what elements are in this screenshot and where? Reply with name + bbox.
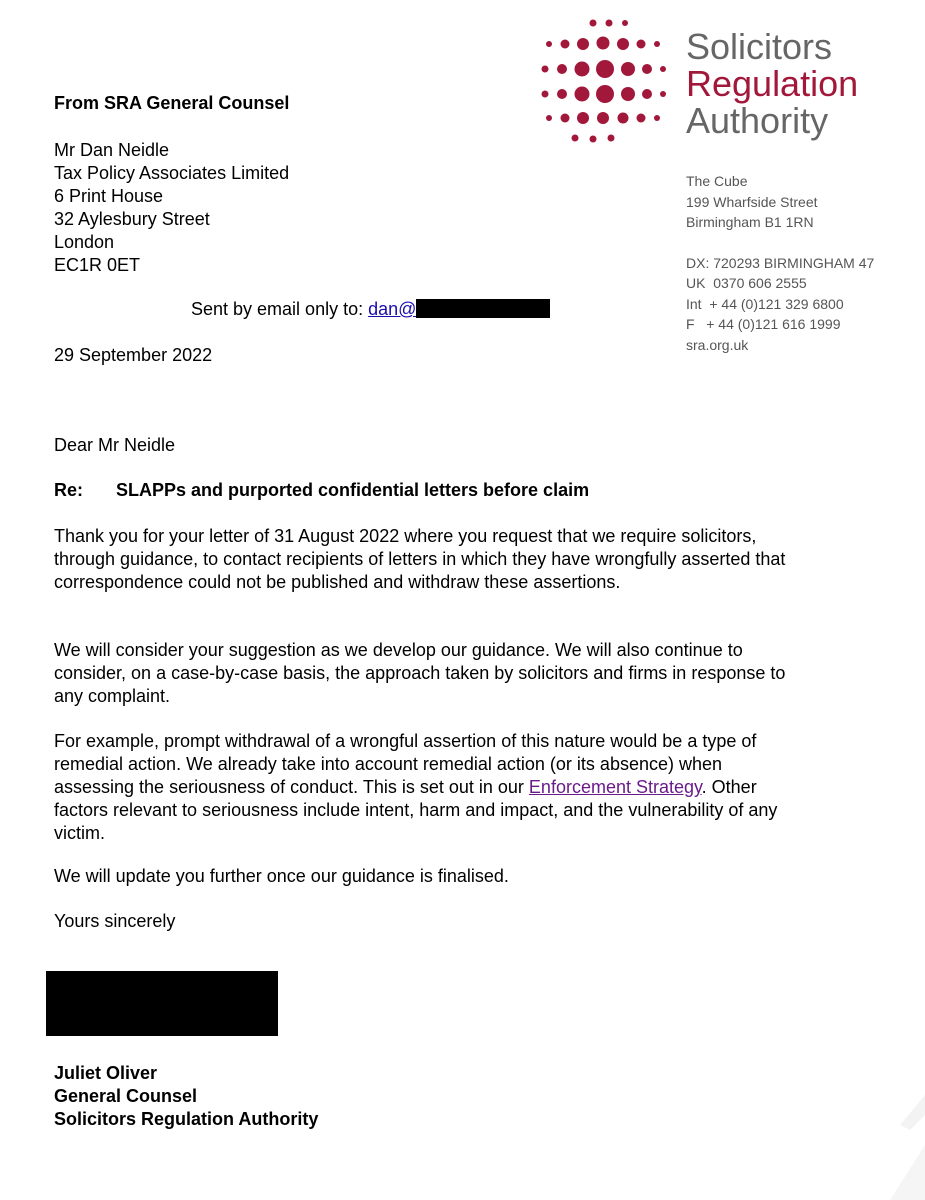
recipient-address-line1: 6 Print House <box>54 186 164 206</box>
recipient-postcode: EC1R 0ET <box>54 255 141 275</box>
recipient-address <box>54 139 289 277</box>
signatory-name: Juliet Oliver <box>54 1063 158 1083</box>
signatory-title: General Counsel <box>54 1086 198 1106</box>
subject-label: Re: <box>54 480 84 500</box>
logo-line-authority: Authority <box>686 100 829 141</box>
recipient-city: London <box>54 232 115 252</box>
body-paragraph-3-text-b: . Other factors relevant to seriousness include intent, harm and impact, and the vulnerability of any victim. <box>54 777 778 843</box>
address-fax: F + 44 (0)121 616 1999 <box>686 316 841 332</box>
address-phone-uk: UK 0370 606 2555 <box>686 275 807 291</box>
subject-text: SLAPPs and purported confidential letters before claim <box>116 480 590 500</box>
logo-line-regulation: Regulation <box>686 63 859 104</box>
address-line-city: Birmingham B1 1RN <box>686 214 814 230</box>
logo-line-solicitors: Solicitors <box>686 26 833 67</box>
closing: Yours sincerely <box>54 911 176 931</box>
body-paragraph-4: We will update you further once our guidance is finalised. <box>54 866 509 886</box>
body-paragraph-3 <box>54 730 794 845</box>
email-link[interactable]: dan@ <box>368 299 417 319</box>
recipient-name: Mr Dan Neidle <box>54 140 170 160</box>
from-heading: From SRA General Counsel <box>54 93 290 113</box>
sent-by-label: Sent by email only to: <box>191 299 369 319</box>
letter-date: 29 September 2022 <box>54 345 213 365</box>
signatory-organisation: Solicitors Regulation Authority <box>54 1109 319 1129</box>
address-line-street: 199 Wharfside Street <box>686 193 818 210</box>
sent-by-email-line <box>191 298 550 321</box>
sra-logo-wordmark <box>686 28 858 139</box>
redaction-email <box>416 299 550 318</box>
recipient-company: Tax Policy Associates Limited <box>54 163 290 183</box>
sra-logo-dots <box>535 14 675 149</box>
recipient-address-line2: 32 Aylesbury Street <box>54 209 210 229</box>
address-dx: DX: 720293 BIRMINGHAM 47 <box>686 254 875 271</box>
redaction-signature <box>46 971 278 1036</box>
body-paragraph-3-text-a: For example, prompt withdrawal of a wrongful assertion of this nature would be a type of remedial action. We already take into account remedial action (or its absence) when assessing the seriousness of conduct. This is set out in our <box>54 731 757 797</box>
body-paragraph-1: Thank you for your letter of 31 August 2022 where you request that we require solicitors, through guidance, to contact recipients of letters in which they have wrongfully asserted that correspondence could not be published and withdraw these assertions. <box>54 526 786 592</box>
greeting: Dear Mr Neidle <box>54 435 176 455</box>
decorative-corner-shape <box>840 1085 925 1200</box>
sra-address-block <box>686 171 874 355</box>
address-website: sra.org.uk <box>686 336 749 353</box>
address-phone-int: Int + 44 (0)121 329 6800 <box>686 295 844 312</box>
address-line-building: The Cube <box>686 173 748 189</box>
enforcement-strategy-link[interactable]: Enforcement Strategy <box>528 777 702 797</box>
subject-line <box>54 479 589 502</box>
signoff-block <box>54 1062 318 1131</box>
body-paragraph-2: We will consider your suggestion as we develop our guidance. We will also continue to consider, on a case-by-case basis, the approach taken by solicitors and firms in response to any complaint. <box>54 640 786 706</box>
